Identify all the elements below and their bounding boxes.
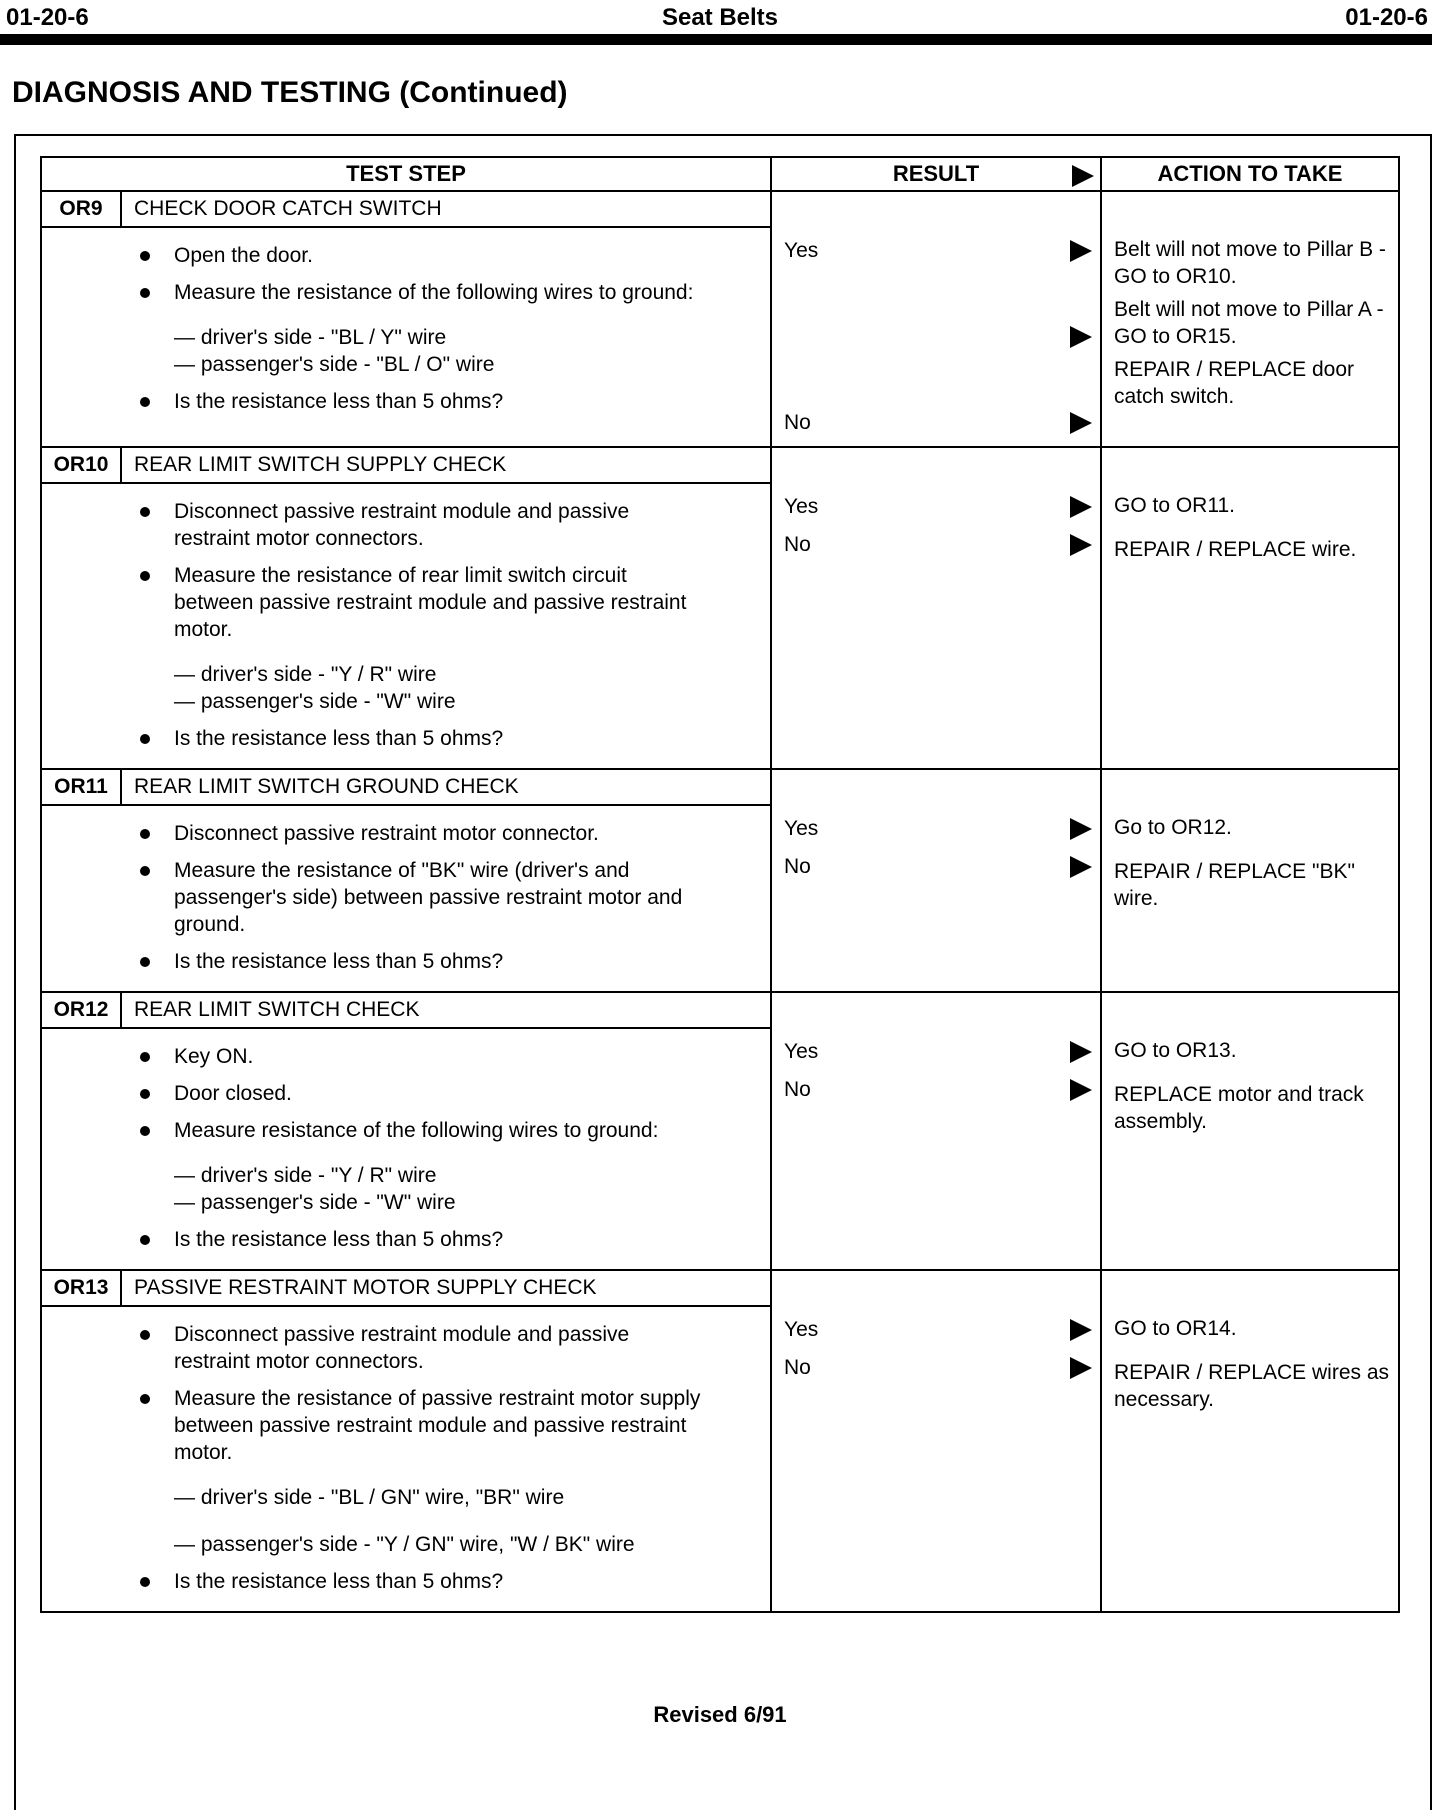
result-label: Yes [784,495,819,518]
test-step-row [40,192,1400,448]
wire-item: — passenger's side - "Y / GN" wire, "W / BK" wire [174,1533,635,1556]
footer-revision: Revised 6/91 [653,1702,787,1727]
result-cell [772,192,1102,446]
result-row [772,492,1100,530]
result-label: No [784,533,811,556]
result-label: No [784,1078,811,1101]
result-cell [772,448,1102,768]
wire-list [42,1162,770,1216]
test-step-title: PASSIVE RESTRAINT MOTOR SUPPLY CHECK [134,1276,597,1299]
test-step-heading [42,993,770,1029]
instruction-item: Is the resistance less than 5 ohms? [42,948,770,975]
action-cell [1102,1271,1398,1611]
page-number-right: 01-20-6 [1345,4,1428,31]
test-step-title: REAR LIMIT SWITCH CHECK [134,998,420,1021]
test-step-cell [42,448,772,768]
result-label: Yes [784,1318,819,1341]
test-step-row [40,770,1400,993]
instruction-item: Measure the resistance of "BK" wire (driver's and passenger's side) between passive restraint motor and ground. [42,857,770,938]
test-step-body [42,1307,770,1611]
arrow-right-icon [1070,1041,1092,1063]
wire-item: — driver's side - "BL / GN" wire, "BR" wire [174,1486,565,1509]
test-step-cell [42,192,772,446]
arrow-right-icon [1070,1079,1092,1101]
result-row [772,408,1100,446]
wire-item: — passenger's side - "BL / O" wire [174,353,495,376]
instruction-item: Disconnect passive restraint module and passive restraint motor connectors. [42,1321,770,1375]
result-row [772,1037,1100,1075]
wire-list [42,1484,770,1558]
instruction-item: Measure the resistance of rear limit switch circuit between passive restraint module and passive restraint motor. [42,562,770,643]
page-section-title: Seat Belts [661,4,779,31]
action-item: REPAIR / REPLACE "BK" wire. [1114,860,1355,910]
action-item: Go to OR12. [1114,816,1232,839]
page-number-left: 01-20-6 [6,4,89,31]
test-step-cell [42,770,772,991]
test-step-row [40,1271,1400,1613]
result-label: No [784,411,811,434]
result-row [772,1075,1100,1113]
wire-item: — driver's side - "Y / R" wire [174,1164,437,1187]
wire-item: — driver's side - "Y / R" wire [174,663,437,686]
action-cell [1102,448,1398,768]
test-steps [40,192,1400,1613]
test-step-title: REAR LIMIT SWITCH GROUND CHECK [134,775,519,798]
result-label: Yes [784,1040,819,1063]
wire-item: — driver's side - "BL / Y" wire [174,326,447,349]
wire-item [174,1511,770,1531]
instruction-item: Measure resistance of the following wires to ground: [42,1117,770,1144]
test-step-body [42,1029,770,1269]
action-item: GO to OR13. [1114,1039,1237,1062]
result-label: Yes [784,817,819,840]
test-step-title: CHECK DOOR CATCH SWITCH [134,197,442,220]
result-cell [772,1271,1102,1611]
test-step-heading [42,192,770,228]
header-action: ACTION TO TAKE [1102,156,1400,192]
instruction-item: Is the resistance less than 5 ohms? [42,388,770,415]
instruction-item: Disconnect passive restraint module and passive restraint motor connectors. [42,498,770,552]
instruction-item: Measure the resistance of the following wires to ground: [42,279,770,306]
instruction-item: Open the door. [42,242,770,269]
test-step-title: REAR LIMIT SWITCH SUPPLY CHECK [134,453,507,476]
arrow-right-icon [1070,240,1092,262]
instruction-item: Door closed. [42,1080,770,1107]
arrow-right-icon [1070,856,1092,878]
action-cell [1102,770,1398,991]
wire-item: — passenger's side - "W" wire [174,1191,456,1214]
instruction-item: Is the resistance less than 5 ohms? [42,1226,770,1253]
result-row [772,236,1100,274]
header-result [772,156,1102,192]
arrow-right-icon [1070,534,1092,556]
wire-list [42,324,770,378]
result-label: Yes [784,239,819,262]
arrow-right-icon [1070,412,1092,434]
action-cell [1102,993,1398,1269]
test-step-heading [42,448,770,484]
section-title: DIAGNOSIS AND TESTING (Continued) [12,76,568,109]
wire-item: — passenger's side - "W" wire [174,690,456,713]
action-item: Belt will not move to Pillar B - GO to OR10. [1114,238,1386,288]
result-row [772,814,1100,852]
result-row [772,1353,1100,1391]
action-item: REPAIR / REPLACE wire. [1114,538,1357,561]
arrow-right-icon [1070,326,1092,348]
action-item: REPAIR / REPLACE door catch switch. [1114,358,1355,408]
action-cell [1102,192,1398,446]
test-step-id: OR10 [42,448,122,482]
result-label: No [784,855,811,878]
header-rule [0,34,1432,45]
test-step-row [40,993,1400,1271]
result-row [772,852,1100,890]
instruction-item: Measure the resistance of passive restraint motor supply between passive restraint module and passive restraint motor. [42,1385,770,1466]
result-cell [772,993,1102,1269]
result-row [772,322,1100,360]
test-step-id: OR9 [42,192,122,226]
result-row [772,1315,1100,1353]
table-header [40,156,1400,192]
test-step-id: OR13 [42,1271,122,1305]
test-step-heading [42,1271,770,1307]
page-header [0,0,1440,50]
instruction-item: Is the resistance less than 5 ohms? [42,725,770,752]
action-item: Belt will not move to Pillar A - GO to OR15. [1114,298,1384,348]
test-step-body [42,806,770,991]
instruction-item: Is the resistance less than 5 ohms? [42,1568,770,1595]
header-test-step: TEST STEP [40,156,772,192]
action-item: REPAIR / REPLACE wires as necessary. [1114,1361,1390,1411]
test-step-cell [42,993,772,1269]
arrow-right-icon [1070,1319,1092,1341]
arrow-right-icon [1072,165,1094,187]
test-step-body [42,484,770,768]
test-step-cell [42,1271,772,1611]
action-item: GO to OR11. [1114,494,1235,517]
test-step-heading [42,770,770,806]
instruction-item: Key ON. [42,1043,770,1070]
arrow-right-icon [1070,496,1092,518]
result-cell [772,770,1102,991]
result-row [772,530,1100,568]
header-result-label: RESULT [892,161,980,186]
test-step-id: OR12 [42,993,122,1027]
arrow-right-icon [1070,818,1092,840]
test-step-body [42,228,770,431]
diagnosis-table [40,156,1400,1613]
test-step-id: OR11 [42,770,122,804]
arrow-right-icon [1070,1357,1092,1379]
instruction-item: Disconnect passive restraint motor connector. [42,820,770,847]
action-item: REPLACE motor and track assembly. [1114,1083,1364,1133]
test-step-row [40,448,1400,770]
wire-list [42,661,770,715]
result-label: No [784,1356,811,1379]
action-item: GO to OR14. [1114,1317,1237,1340]
